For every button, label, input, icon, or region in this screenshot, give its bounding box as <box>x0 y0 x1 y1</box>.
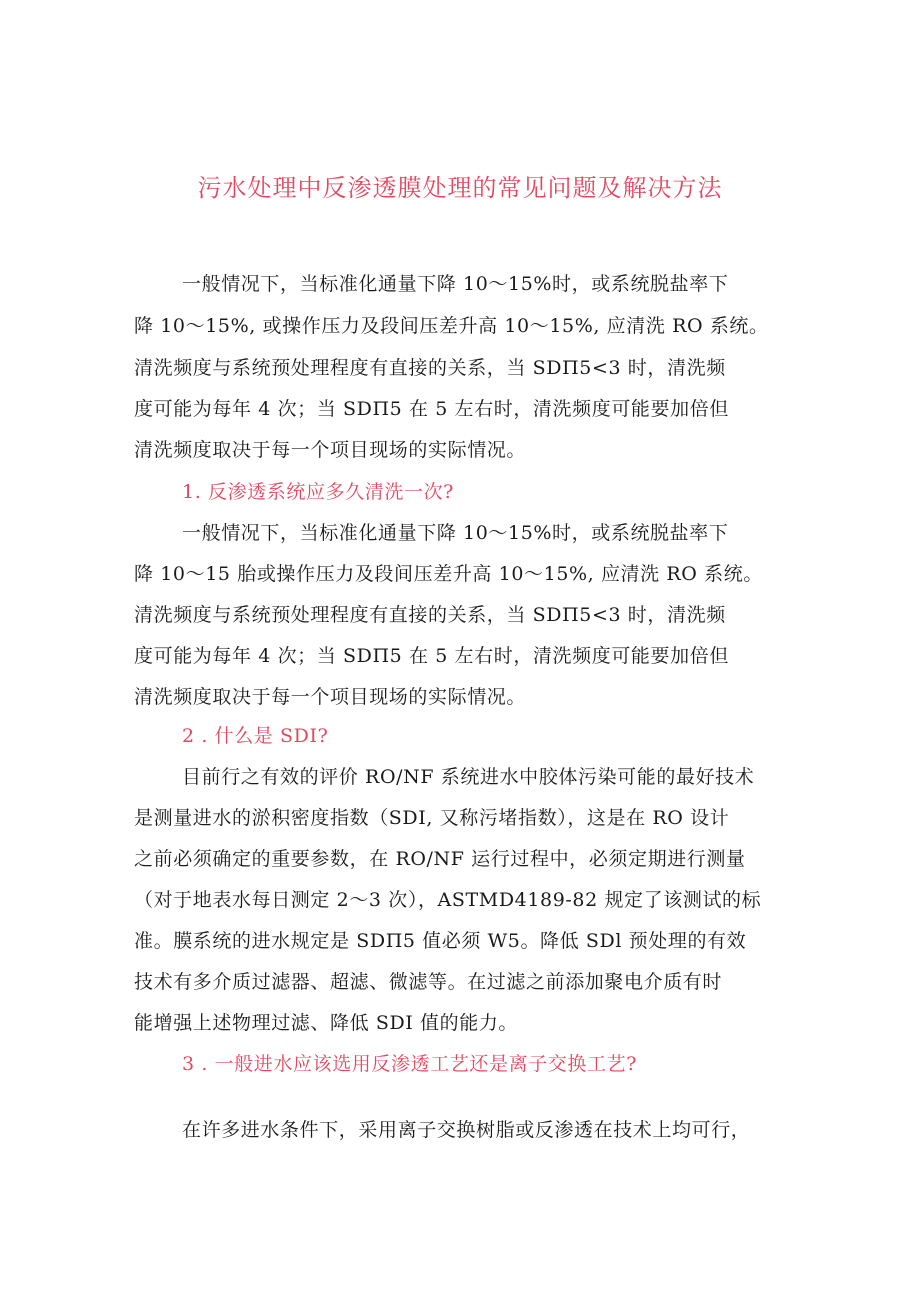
paragraph-line: 一般情况下，当标准化通量下降 10～15%时，或系统脱盐率下 <box>182 273 729 295</box>
paragraph-line: 清洗频度取决于每一个项目现场的实际情况。 <box>134 439 527 461</box>
paragraph-line: 清洗频度与系统预处理程度有直接的关系，当 SDΠ5<3 时，清洗频 <box>134 604 726 626</box>
paragraph-line: 度可能为每年 4 次；当 SDΠ5 在 5 左右时，清洗频度可能要加倍但 <box>134 645 729 667</box>
paragraph-line: 一般情况下，当标准化通量下降 10～15%时，或系统脱盐率下 <box>182 522 729 544</box>
paragraph-line: 在许多进水条件下，采用离子交换树脂或反渗透在技术上均可行， <box>182 1119 751 1141</box>
paragraph-line: 清洗频度取决于每一个项目现场的实际情况。 <box>134 686 527 708</box>
paragraph-line: 清洗频度与系统预处理程度有直接的关系，当 SDΠ5<3 时，清洗频 <box>134 357 726 379</box>
section-heading-2: 2 . 什么是 SDI? <box>182 725 329 747</box>
paragraph-line: 降 10～15%, 或操作压力及段间压差升高 10～15%, 应清洗 RO 系统。 <box>134 315 769 337</box>
paragraph-line: 准。膜系统的进水规定是 SDΠ5 值必须 W5。降低 SDl 预处理的有效 <box>134 930 747 952</box>
section-heading-1: 1. 反渗透系统应多久清洗一次? <box>182 481 454 503</box>
paragraph-line: 目前行之有效的评价 RO/NF 系统进水中胶体污染可能的最好技术 <box>182 766 755 788</box>
paragraph-line: 度可能为每年 4 次；当 SDΠ5 在 5 左右时，清洗频度可能要加倍但 <box>134 398 729 420</box>
paragraph-line: 降 10～15 胎或操作压力及段间压差升高 10～15%, 应清洗 RO 系统。 <box>134 563 763 585</box>
document-title: 污水处理中反渗透膜处理的常见问题及解决方法 <box>197 174 723 202</box>
section-heading-3: 3 . 一般进水应该选用反渗透工艺还是离子交换工艺? <box>182 1053 637 1075</box>
paragraph-line: 是测量进水的淤积密度指数（SDI, 又称污堵指数），这是在 RO 设计 <box>134 807 730 829</box>
paragraph-line: 之前必须确定的重要参数，在 RO/NF 运行过程中，必须定期进行测量 <box>134 848 746 870</box>
paragraph-line: 技术有多介质过滤器、超滤、微滤等。在过滤之前添加聚电介质有时 <box>134 971 723 993</box>
paragraph-line: （对于地表水每日测定 2～3 次），ASTMD4189-82 规定了该测试的标 <box>134 889 762 911</box>
paragraph-line: 能增强上述物理过滤、降低 SDI 值的能力。 <box>134 1012 519 1034</box>
